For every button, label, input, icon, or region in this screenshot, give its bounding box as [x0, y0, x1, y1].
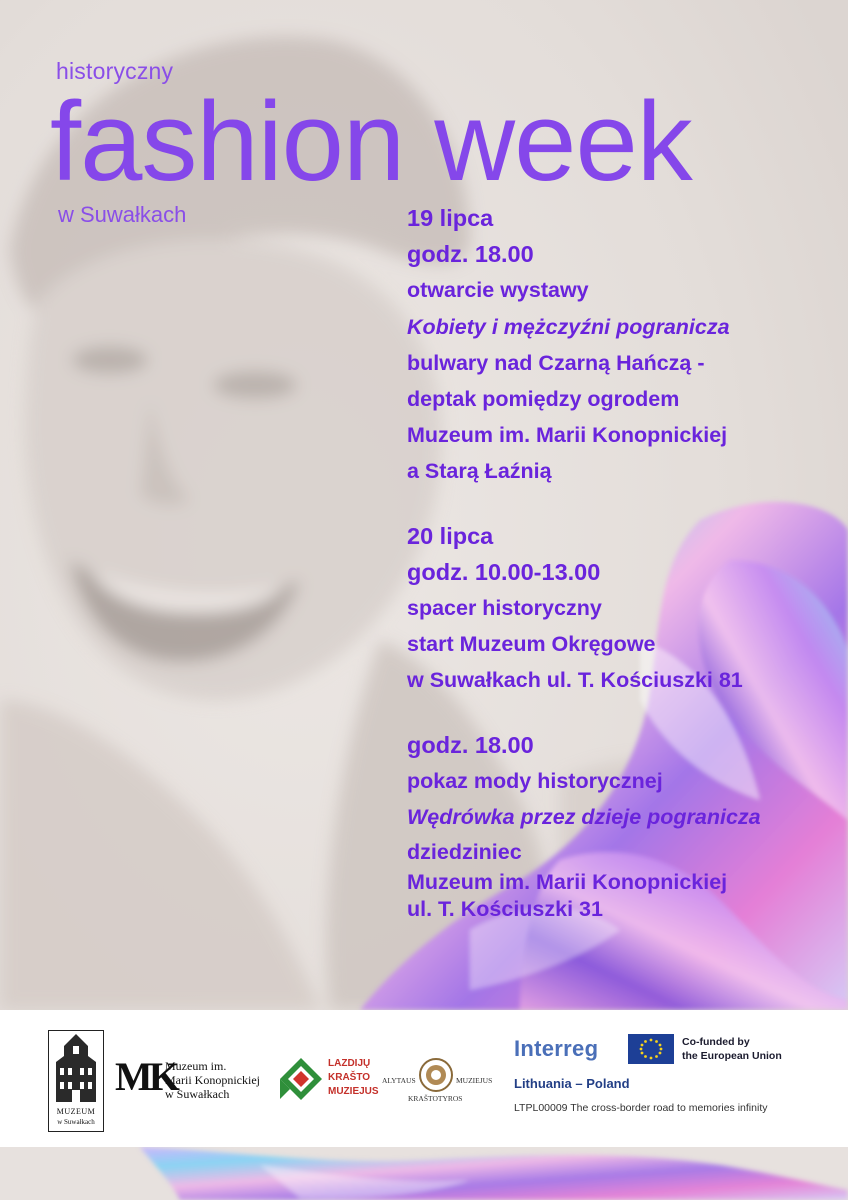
- alytaus-museum-logo: [382, 1052, 500, 1108]
- evening-event: pokaz mody historycznej: [407, 768, 663, 793]
- day2-place-line: w Suwałkach ul. T. Kościuszki 81: [407, 668, 743, 693]
- konopnicka-museum-logo: [115, 1054, 275, 1105]
- day2-time: godz. 10.00-13.00: [407, 558, 601, 585]
- day1-place-line: a Starą Łaźnią: [407, 459, 552, 484]
- konopnicka-line2: Marii Konopnickiej: [165, 1073, 260, 1087]
- lazdiju-line3: MUZIEJUS: [328, 1086, 379, 1097]
- day1-event: otwarcie wystawy: [407, 278, 589, 303]
- lazdiju-museum-logo: [278, 1056, 378, 1102]
- event-program: [407, 200, 837, 923]
- evening-place-line: ul. T. Kościuszki 31: [407, 897, 603, 922]
- museum-building-icon: [50, 1032, 102, 1104]
- alytaus-right-text: MUZIEJUS: [456, 1076, 493, 1085]
- muzeum-suwalki-line1: MUZEUM: [56, 1107, 96, 1116]
- day1-date: 19 lipca: [407, 205, 494, 231]
- evening-event-title: Wędrówka przez dzieje pogranicza: [407, 805, 761, 830]
- eu-cofunded-text: [682, 1035, 782, 1063]
- eu-line2: the European Union: [682, 1050, 782, 1062]
- eu-flag-icon: [628, 1034, 674, 1064]
- konopnicka-line3: w Suwałkach: [165, 1087, 230, 1101]
- pre-title: historyczny: [56, 58, 174, 84]
- day1-place-line: bulwary nad Czarną Hańczą -: [407, 350, 705, 375]
- alytaus-bottom-text: KRAŠTOTYROS: [408, 1094, 463, 1103]
- main-title: fashion week: [50, 79, 692, 204]
- day1-event-title: Kobiety i mężczyźni pogranicza: [407, 314, 730, 339]
- day1-place-line: Muzeum im. Marii Konopnickiej: [407, 423, 728, 448]
- mk-mark: MK: [115, 1054, 176, 1099]
- muzeum-suwalki-logo: [48, 1030, 104, 1132]
- project-code: LTPL00009 The cross-border road to memories infinity: [514, 1102, 768, 1114]
- evening-place-line: Muzeum im. Marii Konopnickiej: [407, 870, 728, 895]
- alytaus-left-text: ALYTAUS: [382, 1076, 416, 1085]
- day2-event: spacer historyczny: [407, 596, 602, 621]
- lazdiju-emblem-icon: [278, 1056, 324, 1102]
- post-title: w Suwałkach: [58, 202, 187, 227]
- interreg-logo-text: Interreg: [514, 1036, 599, 1061]
- evening-time: godz. 18.00: [407, 731, 534, 758]
- alytaus-seal-icon: [419, 1058, 453, 1092]
- muzeum-suwalki-line2: w Suwałkach: [57, 1118, 95, 1126]
- lazdiju-line1: LAZDIJŲ: [328, 1058, 371, 1069]
- day1-place-line: deptak pomiędzy ogrodem: [407, 387, 680, 412]
- day1-time: godz. 18.00: [407, 241, 534, 268]
- konopnicka-line1: Muzeum im.: [165, 1059, 227, 1073]
- evening-place-line: dziedziniec: [407, 840, 522, 865]
- lazdiju-line2: KRAŠTO: [328, 1072, 371, 1083]
- day2-date: 20 lipca: [407, 522, 494, 549]
- eu-line1: Co-funded by: [682, 1036, 750, 1048]
- program-name: Lithuania – Poland: [514, 1076, 630, 1091]
- day2-place-line: start Muzeum Okręgowe: [407, 632, 656, 657]
